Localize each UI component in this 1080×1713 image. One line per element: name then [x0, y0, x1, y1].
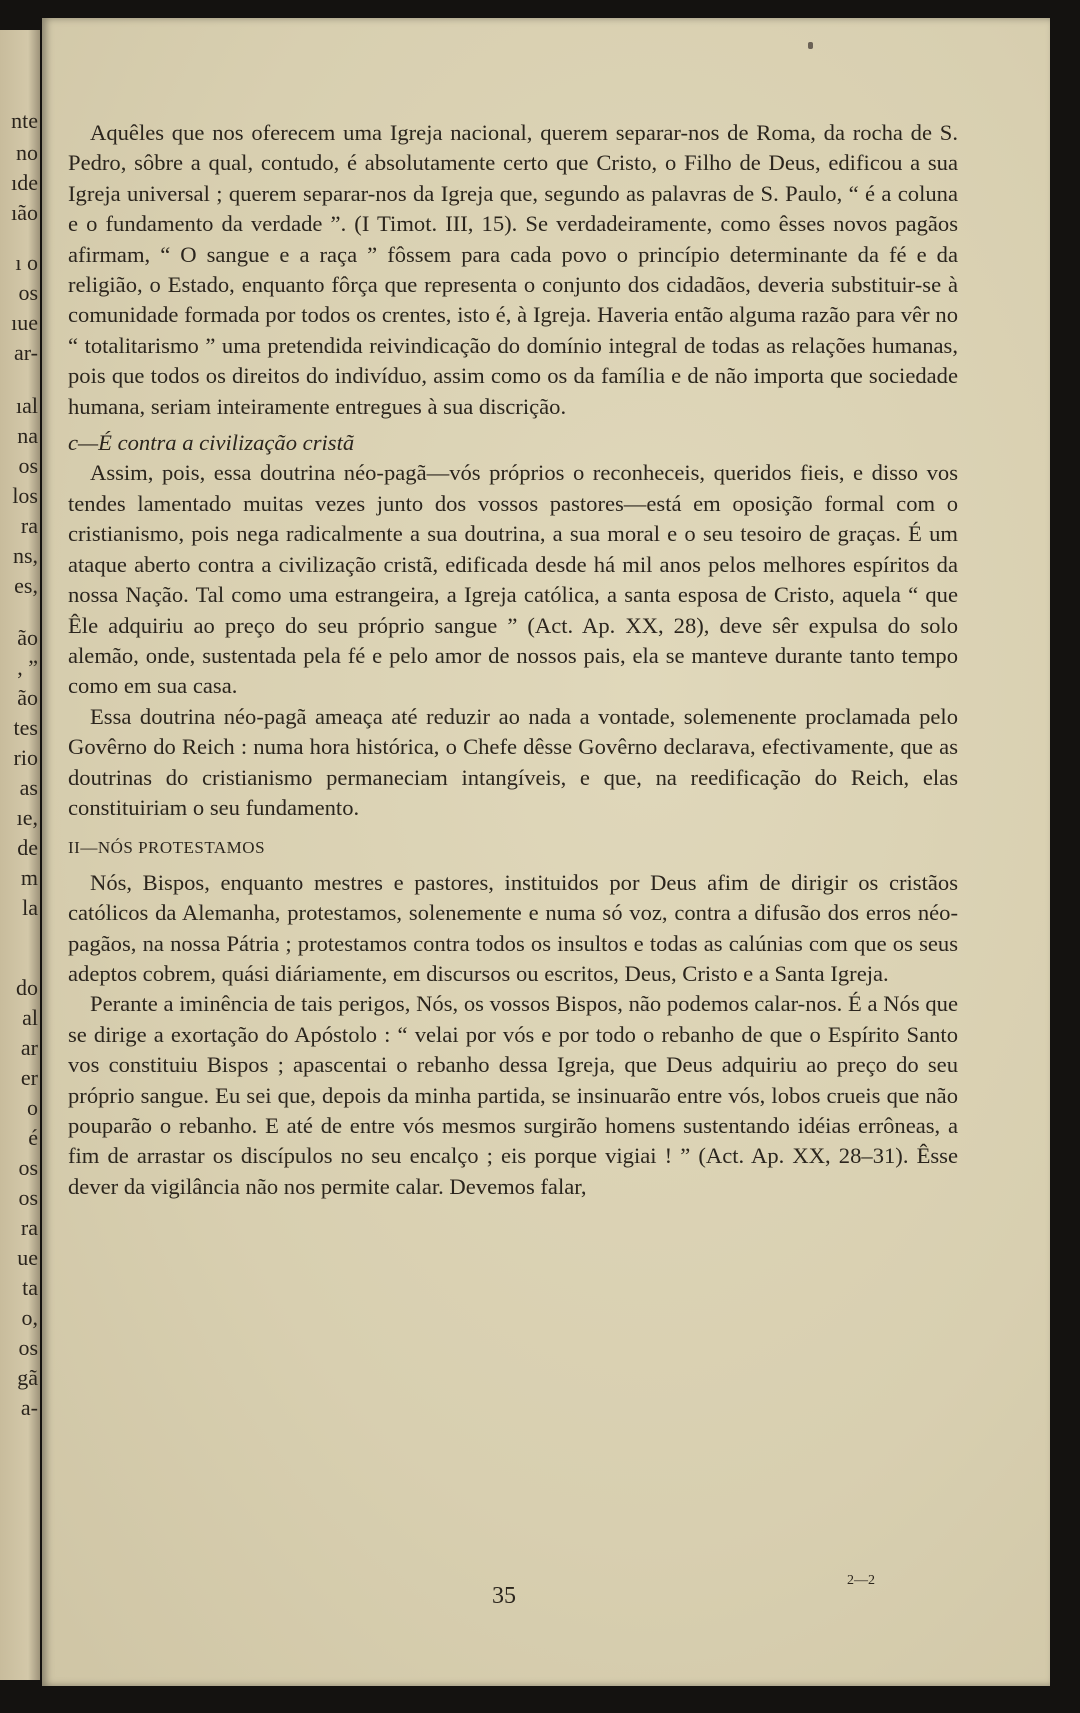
prev-page-fragment: ıão — [11, 200, 38, 225]
prev-page-fragment: ı o — [15, 250, 38, 275]
prev-page-fragment: gã — [17, 1365, 38, 1390]
prev-page-fragment: os — [18, 1335, 38, 1360]
prev-page-fragment: ıue — [11, 310, 38, 335]
prev-page-fragment: es, — [14, 573, 38, 598]
prev-page-fragment: los — [12, 483, 38, 508]
prev-page-fragment: os — [18, 453, 38, 478]
prev-page-fragment: la — [22, 895, 38, 920]
prev-page-fragment: ue — [17, 1245, 38, 1270]
section-ii-heading — [68, 833, 958, 863]
prev-page-fragment: os — [18, 1155, 38, 1180]
prev-page-fragment: , ” — [17, 655, 38, 680]
prev-page-fragment: os — [18, 1185, 38, 1210]
book-page — [42, 18, 1050, 1686]
prev-page-fragment: ıe, — [16, 805, 38, 830]
prev-page-fragment: do — [16, 975, 38, 1000]
print-speck — [808, 42, 813, 49]
prev-page-fragment: as — [19, 775, 38, 800]
prev-page-fragment: na — [17, 423, 38, 448]
section-ii-title: NÓS PROTESTAMOS — [97, 838, 266, 858]
paragraph-3: Essa doutrina néo-pagã ameaça até reduzir ao nada a vontade, solemenente proclamada pelo Govêrno do Reich : numa hora histórica, o Chefe dêsse Govêrno declarava, efectivamente, que as doutrinas do cristianismo permaneciam intangíveis, e que, na reedificação do Reich, elas constituiriam o seu fundamento. — [68, 703, 958, 820]
signature-mark: 2—2 — [847, 1573, 875, 1588]
paragraph-1: Aquêles que nos oferecem uma Igreja nacional, querem separar-nos de Roma, da rocha de S. Pedro, sôbre a qual, contudo, é absolutamente certo que Cristo, o Filho de Deus, edificou a sua Igreja universal ; querem separar-nos da Igreja que, segundo as palavras de S. Paulo, “ é a coluna e o fundamento da verdade ”. (I Timot. III, 15). Se verdadeiramente, como êsses novos pagãos afirmam, “ O sangue e a raça ” fôssem para cada povo o princípio determinante da fé e da religião, o Estado, enquanto fôrça que representa o conjunto dos cidadãos, deveria substituir-se à comunidade formada por todos os crentes, isto é, à Igreja. Haveria então alguma razão para vêr no “ totalitarismo ” uma pretendida reivindicação do domínio integral de todas as relações humanas, pois que todos os direitos do indivíduo, assim como os da família e de não importa que sociedade humana, seriam inteiramente entregues à sua discrição. — [68, 120, 958, 419]
previous-page-edge — [0, 30, 40, 1680]
prev-page-fragment: tes — [13, 715, 38, 740]
prev-page-fragment: ar — [20, 1035, 38, 1060]
prev-page-fragment: ar- — [14, 340, 38, 365]
page-text — [68, 118, 958, 1202]
prev-page-fragment: rio — [13, 745, 38, 770]
prev-page-fragment: o — [27, 1095, 38, 1120]
prev-page-fragment: ıal — [16, 393, 38, 418]
prev-page-fragment: os — [18, 280, 38, 305]
paragraph-4: Nós, Bispos, enquanto mestres e pastores, instituidos por Deus afim de dirigir os cristãos católicos da Alemanha, protestamos, solenemente e numa só voz, contra a difusão dos erros néo-pagãos, na nossa Pátria ; protestamos contra todos os insultos e todas as calúnias com que os seus adeptos cobrem, quási diáriamente, em discursos ou escritos, Deus, Cristo e a Santa Igreja. — [68, 869, 958, 986]
section-ii-number: II— — [68, 838, 98, 858]
prev-page-fragment: ıde — [11, 170, 38, 195]
prev-page-fragment: ta — [22, 1275, 38, 1300]
section-c-heading: c—É contra a civilização cristã — [68, 430, 355, 456]
page-number: 35 — [492, 1583, 516, 1609]
prev-page-fragment: é — [28, 1125, 38, 1150]
prev-page-fragment: de — [17, 835, 38, 860]
prev-page-fragment: ns, — [12, 543, 38, 568]
prev-page-fragment: ão — [17, 685, 38, 710]
prev-page-fragment: no — [16, 140, 38, 165]
prev-page-fragment: ra — [20, 513, 38, 538]
prev-page-fragment: m — [20, 865, 38, 890]
prev-page-fragment: a- — [20, 1395, 38, 1420]
paragraph-2: Assim, pois, essa doutrina néo-pagã—vós próprios o reconheceis, queridos fieis, e disso vos tendes lamentado muitas vezes junto dos vossos pastores—está em oposição formal com o cristianismo, pois nega radicalmente a sua doutrina, a sua moral e o seu tesoiro de graças. É um ataque aberto contra a civilização cristã, edificada desde há mil anos pelos melhores espíritos da nossa Nação. Tal como uma estrangeira, a Igreja católica, a santa esposa de Cristo, aquela “ que Êle adquiriu ao preço do seu próprio sangue ” (Act. Ap. XX, 28), deve sêr expulsa do solo alemão, onde, sustentada pela fé e pelo amor de nossos pais, ela se manteve durante tanto tempo como em sua casa. — [68, 460, 958, 699]
prev-page-fragment: nte — [11, 108, 38, 133]
prev-page-fragment: al — [22, 1005, 38, 1030]
prev-page-fragment: o, — [21, 1305, 38, 1330]
prev-page-fragment: ão — [17, 625, 38, 650]
prev-page-fragment: er — [20, 1065, 38, 1090]
paragraph-5: Perante a iminência de tais perigos, Nós, os vossos Bispos, não podemos calar-nos. É a Nós que se dirige a exortação do Apóstolo : “ velai por vós e por todo o rebanho de que o Espírito Santo vos constituiu Bispos ; apascentai o rebanho dessa Igreja, que Deus adquiriu ao preço do seu próprio sangue. Eu sei que, depois da minha partida, se insinuarão entre vós, lobos crueis que não pouparão o rebanho. E até de entre vós mesmos surgirão homens sustentando idéias errôneas, a fim de arrastar os discípulos no seu encalço ; eis porque vigiai ! ” (Act. Ap. XX, 28–31). Êsse dever da vigilância não nos permite calar. Devemos falar, — [68, 991, 958, 1199]
prev-page-fragment: ra — [20, 1215, 38, 1240]
